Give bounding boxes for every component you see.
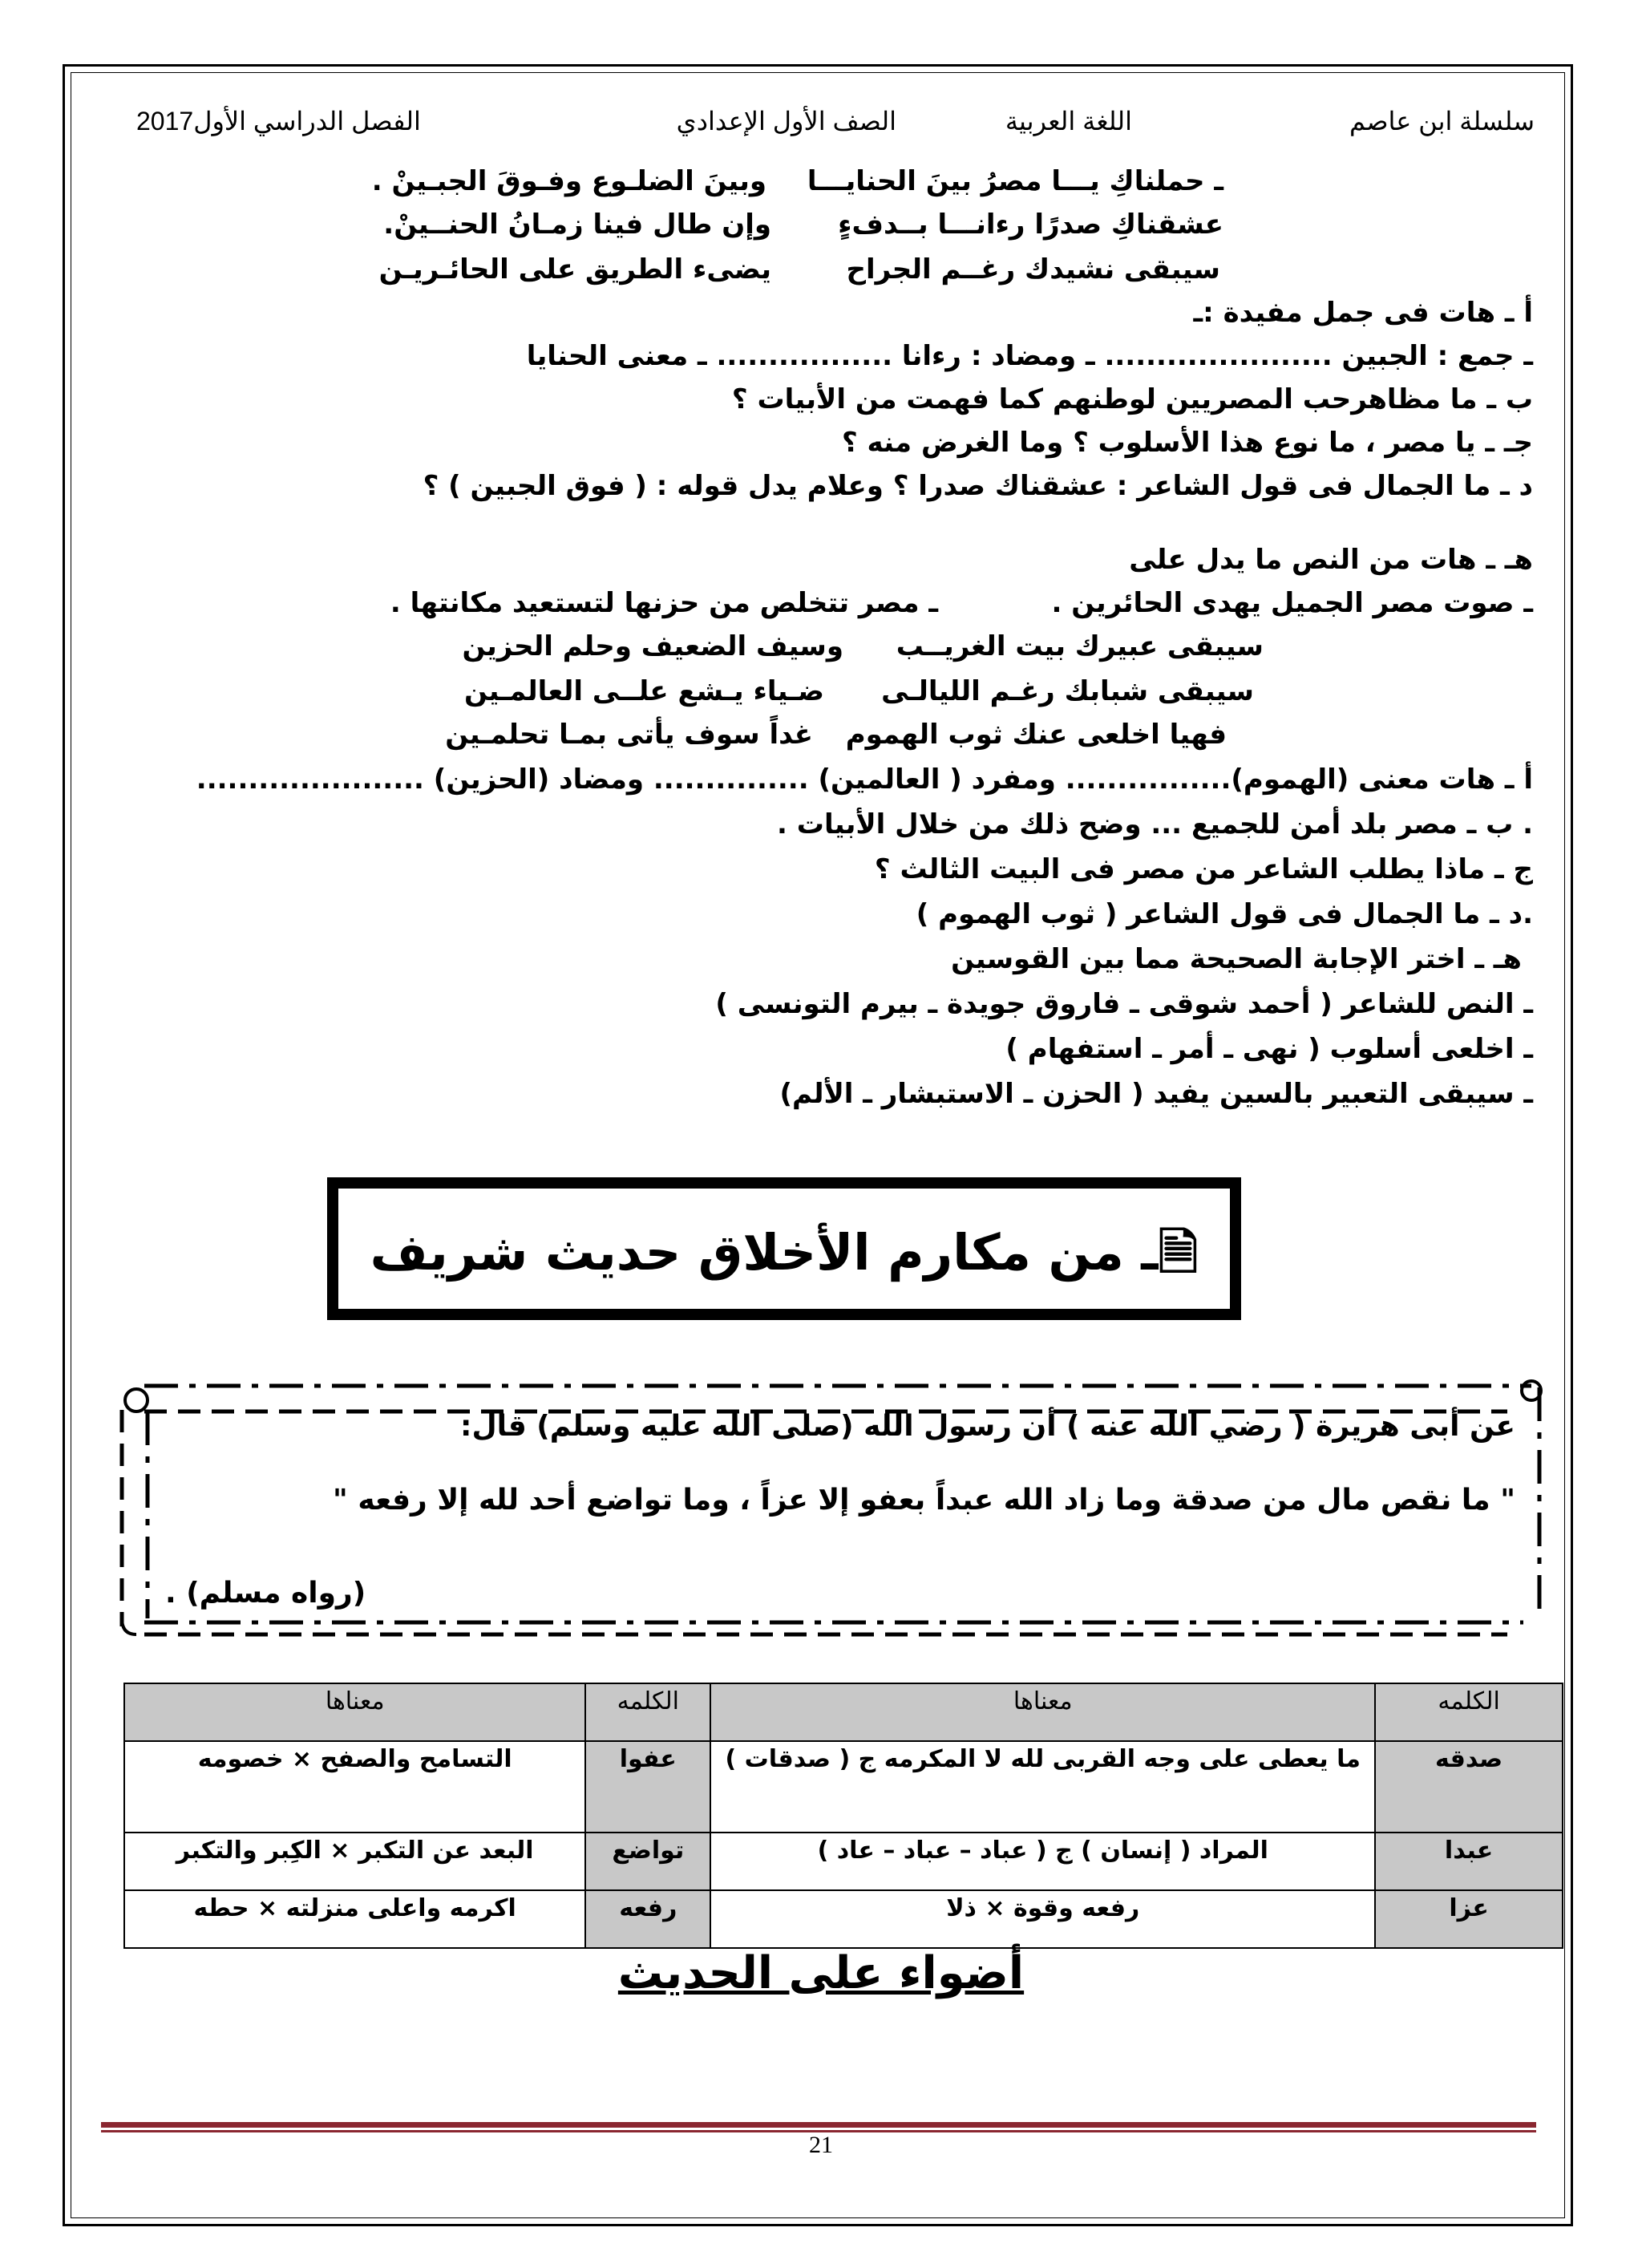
hadith-source: (رواه مسلم) . bbox=[165, 1577, 366, 1610]
poem1-verse3-second: يضىء الطريق على الحائـريـن bbox=[378, 253, 771, 286]
hadith-box bbox=[112, 1378, 1555, 1642]
q1-e-item1: ـ صوت مصر الجميل يهدى الحائرين . bbox=[1051, 587, 1533, 619]
poem2-verse3-second: غداً سوف يأتى بمـا تحلمـين bbox=[445, 719, 813, 751]
poem1-verse1-second: وبينَ الضلـوع وفـوقَ الجبـينْ . bbox=[371, 165, 766, 197]
poem1-verse2-first: عشقناكِ صدرًا رءانـــا بــدفءٍ bbox=[838, 209, 1223, 241]
q1-e-heading: هـ ـ هات من النص ما يدل على bbox=[1129, 544, 1533, 576]
table-header-row bbox=[124, 1683, 1563, 1741]
poem2-verse1-second: وسيف الضعيف وحلم الحزين bbox=[462, 630, 843, 662]
table-cell-word: رفعه bbox=[585, 1890, 710, 1948]
header-term: الفصل الدراسي الأول2017 bbox=[136, 107, 421, 136]
header-meaning: معناها bbox=[710, 1683, 1375, 1741]
document-icon: 🗎 bbox=[1158, 1223, 1199, 1282]
hadith-intro: عن أبى هريرة ( رضي الله عنه ) أن رسول الله (صلى الله عليه وسلم) قال: bbox=[460, 1410, 1515, 1443]
q1-b: ب ـ ما مظاهرحب المصريين لوطنهم كما فهمت من الأبيات ؟ bbox=[731, 383, 1533, 415]
page-number: 21 bbox=[809, 2132, 833, 2158]
table-row bbox=[124, 1833, 1563, 1890]
table-cell-meaning: المراد ( إنسان ) ج ( عباد – عباد – عاد ) bbox=[710, 1833, 1375, 1890]
q2-e-choice1: ـ النص للشاعر ( أحمد شوقى ـ فاروق جويدة ـ بيرم التونسى ) bbox=[715, 988, 1533, 1020]
q1-e-item2: ـ مصر تتخلص من حزنها لتستعيد مكانتها . bbox=[390, 587, 938, 619]
table-cell-meaning: اكرمه واعلى منزلته × حطه bbox=[124, 1890, 585, 1948]
q1-a-heading: أ ـ هات فى جمل مفيدة :ـ bbox=[1193, 297, 1533, 329]
q2-e-choice3: ـ سيبقى التعبير بالسين يفيد ( الحزن ـ الاستبشار ـ الألم) bbox=[779, 1078, 1533, 1110]
poem1-verse2-second: وإن طال فينا زمـانُ الحنــينْ. bbox=[383, 209, 771, 241]
header-subject: اللغة العربية bbox=[1005, 107, 1132, 136]
q1-d: د ـ ما الجمال فى قول الشاعر : عشقناك صدرا ؟ وعلام يدل قوله : ( فوق الجبين ) ؟ bbox=[423, 470, 1533, 502]
q2-a: أ ـ هات معنى (الهموم)................ ومفرد ( العالمين) ............... ومضاد (الحزين) ...................... bbox=[196, 763, 1533, 796]
section-title: أضواء على الحديث bbox=[617, 1947, 1025, 1999]
q2-c: ج ـ ماذا يطلب الشاعر من مصر فى البيت الثالث ؟ bbox=[874, 853, 1533, 885]
table-cell-meaning: البعد عن التكبر × الكِبر والتكبر bbox=[124, 1833, 585, 1890]
q2-e-heading: هـ ـ اختر الإجابة الصحيحة مما بين القوسين bbox=[951, 943, 1522, 975]
q1-c: جـ ـ يا مصر ، ما نوع هذا الأسلوب ؟ وما الغرض منه ؟ bbox=[842, 427, 1533, 459]
table-cell-meaning: رفعه وقوة × ذلا bbox=[710, 1890, 1375, 1948]
vocabulary-table bbox=[123, 1683, 1563, 1949]
lesson-title-box bbox=[327, 1177, 1241, 1320]
poem2-verse3-first: فهيا اخلعى عنك ثوب الهموم bbox=[845, 719, 1227, 751]
table-row bbox=[124, 1890, 1563, 1948]
table-cell-word: تواضع bbox=[585, 1833, 710, 1890]
lesson-title-text: ـ من مكارم الأخلاق حديث شريف bbox=[370, 1223, 1159, 1282]
hadith-text: " ما نقص مال من صدقة وما زاد الله عبداً بعفو إلا عزاً ، وما تواضع أحد لله إلا رفعه " bbox=[333, 1484, 1515, 1517]
poem1-verse1-first: ـ حملناكِ يـــا مصرُ بينَ الحنايـــا bbox=[807, 165, 1223, 197]
poem2-verse1-first: سيبقى عبيرك بيت الغريــب bbox=[896, 630, 1264, 662]
header-grade: الصف الأول الإعدادي bbox=[676, 107, 896, 136]
q2-b: . ب ـ مصر بلد أمن للجميع ... وضح ذلك من خلال الأبيات . bbox=[777, 808, 1533, 840]
q1-a-line: ـ جمع : الجبين ...................... ـ ومضاد : رءانا ................. ـ معنى الحنايا bbox=[526, 340, 1533, 372]
poem1-verse3-first: سيبقى نشيدك رغــم الجراح bbox=[846, 253, 1220, 286]
lesson-title bbox=[338, 1217, 1230, 1302]
table-cell-word: عبدا bbox=[1375, 1833, 1563, 1890]
header-series: سلسلة ابن عاصم bbox=[1349, 107, 1535, 136]
table-cell-word: عزا bbox=[1375, 1890, 1563, 1948]
table-row bbox=[124, 1741, 1563, 1833]
q2-e-choice2: ـ اخلعى أسلوب ( نهى ـ أمر ـ استفهام ) bbox=[1005, 1033, 1533, 1065]
table-cell-meaning: التسامح والصفح × خصومه bbox=[124, 1741, 585, 1833]
table-cell-word: عفوا bbox=[585, 1741, 710, 1833]
poem2-verse2-first: سيبقى شبابك رغـم الليالـى bbox=[881, 675, 1254, 707]
header-word: الكلمه bbox=[1375, 1683, 1563, 1741]
table-cell-meaning: ما يعطى على وجه القربى لله لا المكرمه ج ( صدقات ) bbox=[710, 1741, 1375, 1833]
poem2-verse2-second: ضـياء يـشع علــى العالمـين bbox=[463, 675, 824, 707]
header-word: الكلمه bbox=[585, 1683, 710, 1741]
q2-d: .د ـ ما الجمال فى قول الشاعر ( ثوب الهموم ) bbox=[916, 898, 1533, 930]
header-meaning: معناها bbox=[124, 1683, 585, 1741]
footer-divider bbox=[101, 2122, 1536, 2128]
table-cell-word: صدقه bbox=[1375, 1741, 1563, 1833]
